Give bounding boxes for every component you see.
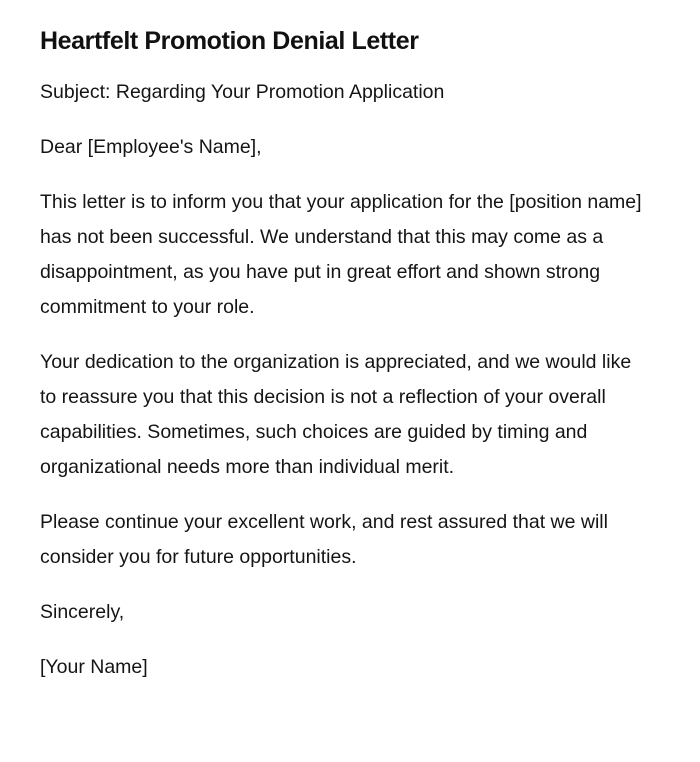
letter-subject: Subject: Regarding Your Promotion Application [40, 81, 445, 103]
letter-title: Heartfelt Promotion Denial Letter [40, 27, 419, 55]
letter-body-paragraph-3: Please continue your excellent work, and rest assured that we will consider you for future opportunities. [40, 511, 608, 568]
letter-document [40, 24, 650, 705]
letter-closing: Sincerely, [40, 601, 125, 623]
letter-signature: [Your Name] [40, 656, 148, 678]
letter-salutation: Dear [Employee's Name], [40, 136, 262, 158]
letter-body-paragraph-1: This letter is to inform you that your application for the [position name] has not been successful. We understand that this may come as a disappointment, as you have put in great effort and shown strong commitment to your role. [40, 191, 642, 318]
letter-body-paragraph-2: Your dedication to the organization is appreciated, and we would like to reassure you that this decision is not a reflection of your overall capabilities. Sometimes, such choices are guided by timing and organizational needs more than individual merit. [40, 351, 632, 478]
